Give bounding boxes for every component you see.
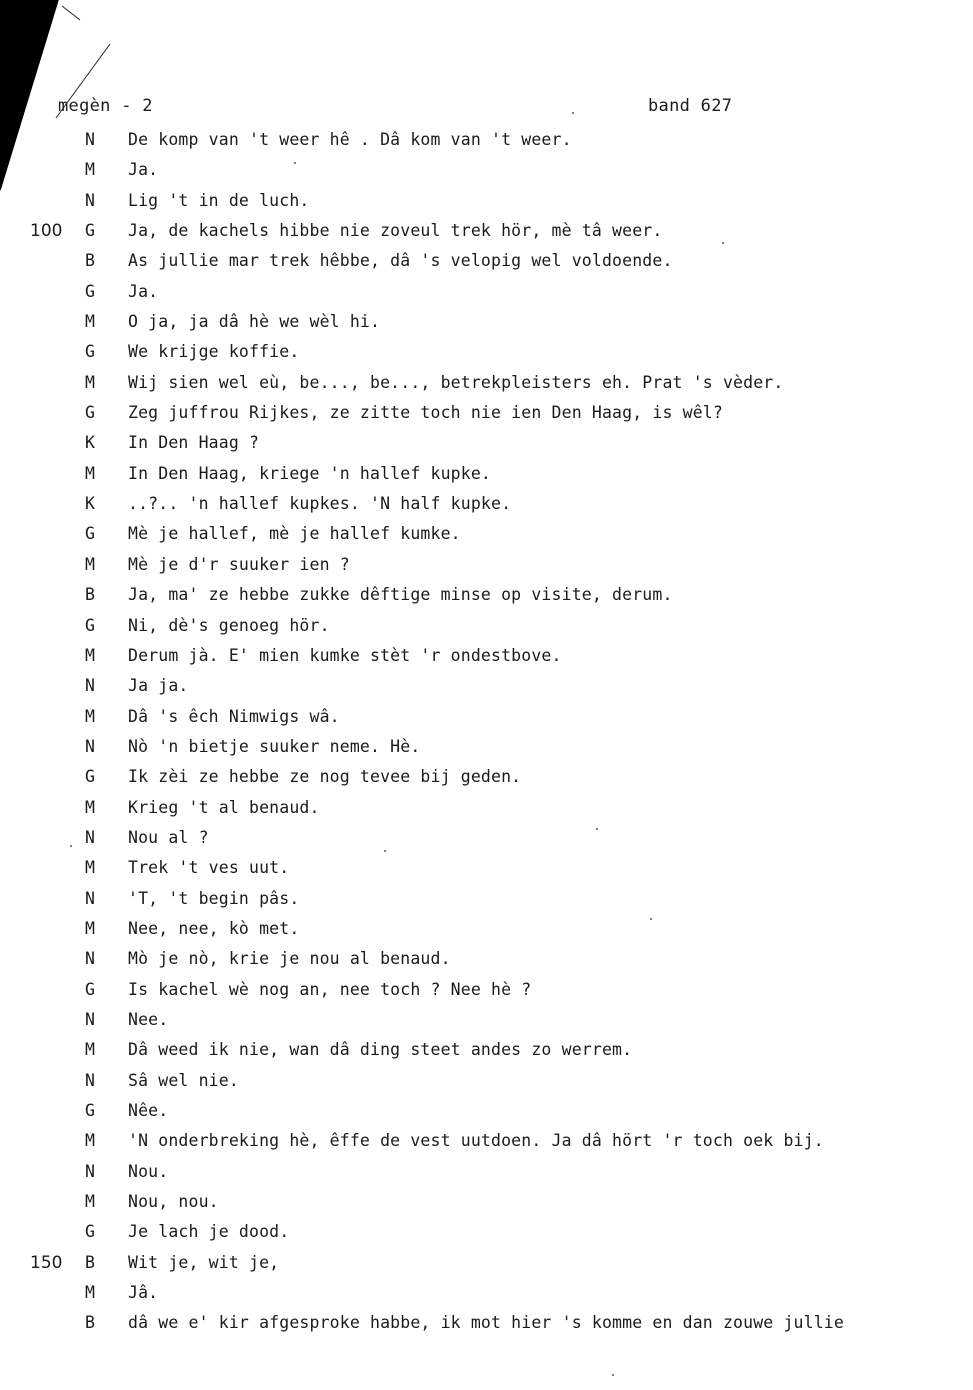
speaker-code: G	[85, 979, 95, 999]
transcript-line	[0, 734, 973, 764]
utterance-text: Ja, de kachels hibbe nie zoveul trek hör, mè tâ weer.	[128, 221, 663, 241]
transcript-line	[0, 521, 973, 551]
scan-speck	[70, 845, 72, 847]
transcript-line	[0, 1159, 973, 1189]
transcript-line	[0, 339, 973, 369]
speaker-code: M	[85, 463, 95, 483]
speaker-code: B	[85, 1313, 95, 1333]
speaker-code: B	[85, 251, 95, 271]
speaker-code: G	[85, 615, 95, 635]
scan-speck	[722, 242, 724, 244]
transcript-line	[0, 1098, 973, 1128]
transcript-line	[0, 977, 973, 1007]
utterance-text: Je lach je dood.	[128, 1222, 290, 1242]
utterance-text: Ik zèi ze hebbe ze nog tevee bij geden.	[128, 767, 522, 787]
transcript-line	[0, 946, 973, 976]
speaker-code: M	[85, 554, 95, 574]
utterance-text: Mò je nò, krie je nou al benaud.	[128, 949, 451, 969]
speaker-code: M	[85, 797, 95, 817]
speaker-code: N	[85, 1070, 95, 1090]
scan-speck	[384, 850, 386, 852]
utterance-text: ..?.. 'n hallef kupkes. 'N half kupke.	[128, 494, 512, 514]
scan-speck	[612, 1374, 614, 1376]
transcript-line	[0, 1219, 973, 1249]
transcript-line	[0, 370, 973, 400]
utterance-text: dâ we e' kir afgesproke habbe, ik mot hier 's komme en dan zouwe jullie	[128, 1313, 844, 1333]
utterance-text: Dâ 's êch Nimwigs wâ.	[128, 706, 340, 726]
utterance-text: Nò 'n bietje suuker neme. Hè.	[128, 736, 421, 756]
speaker-code: G	[85, 1101, 95, 1120]
speaker-code: M	[85, 645, 95, 665]
utterance-text: In Den Haag, kriege 'n hallef kupke.	[128, 463, 492, 483]
transcript-line	[0, 1280, 973, 1310]
transcript-line	[0, 461, 973, 491]
line-number: 150	[30, 1252, 63, 1273]
transcript-line	[0, 309, 973, 339]
utterance-text: Trek 't ves uut.	[128, 858, 290, 878]
page-header-title: megèn - 2	[58, 96, 153, 116]
utterance-text: Nou al ?	[128, 827, 209, 847]
utterance-text: Wit je, wit je,	[128, 1252, 280, 1272]
transcript-line	[0, 157, 973, 187]
speaker-code: K	[85, 433, 95, 453]
speaker-code: N	[85, 949, 95, 969]
speaker-code: M	[85, 372, 95, 392]
utterance-text: Ja.	[128, 160, 159, 180]
scan-speck	[294, 162, 296, 164]
transcript-line	[0, 491, 973, 521]
utterance-text: Jâ.	[128, 1283, 159, 1303]
transcript-line	[0, 825, 973, 855]
line-number: 100	[30, 221, 63, 242]
transcript-line	[0, 400, 973, 430]
utterance-text: We krijge koffie.	[128, 342, 300, 362]
utterance-text: Derum jà. E' mien kumke stèt 'r ondestbove.	[128, 645, 562, 665]
speaker-code: B	[85, 585, 95, 605]
speaker-code: N	[85, 888, 95, 908]
transcript-line	[0, 1128, 973, 1158]
transcript-line	[0, 795, 973, 825]
utterance-text: De komp van 't weer hê . Dâ kom van 't weer.	[128, 130, 572, 149]
utterance-text: Mè je hallef, mè je hallef kumke.	[128, 524, 461, 544]
speaker-code: B	[85, 1252, 95, 1272]
speaker-code: M	[85, 918, 95, 938]
utterance-text: Is kachel wè nog an, nee toch ? Nee hè ?	[128, 979, 532, 999]
speaker-code: M	[85, 1283, 95, 1303]
utterance-text: Wij sien wel eù, be..., be..., betrekpleisters eh. Prat 's vèder.	[128, 372, 784, 392]
transcript-lines	[0, 127, 973, 1341]
scan-speck	[596, 828, 598, 830]
utterance-text: Sâ wel nie.	[128, 1070, 239, 1090]
speaker-code: N	[85, 1009, 95, 1029]
transcript-line	[0, 855, 973, 885]
speaker-code: G	[85, 767, 95, 787]
speaker-code: M	[85, 858, 95, 878]
transcript-line	[0, 218, 973, 248]
utterance-text: Krieg 't al benaud.	[128, 797, 320, 817]
utterance-text: Ja ja.	[128, 676, 189, 696]
utterance-text: Ni, dè's genoeg hör.	[128, 615, 330, 635]
speaker-code: G	[85, 281, 95, 301]
transcript-line	[0, 248, 973, 278]
speaker-code: M	[85, 1131, 95, 1151]
transcript-line	[0, 127, 973, 157]
utterance-text: Mè je d'r suuker ien ?	[128, 554, 350, 574]
utterance-text: In Den Haag ?	[128, 433, 260, 453]
speaker-code: M	[85, 1040, 95, 1060]
speaker-code: G	[85, 403, 95, 423]
utterance-text: Nêe.	[128, 1101, 169, 1120]
utterance-text: Ja.	[128, 281, 159, 301]
speaker-code: G	[85, 524, 95, 544]
utterance-text: Lig 't in de luch.	[128, 190, 310, 210]
transcript-line	[0, 1250, 973, 1280]
speaker-code: M	[85, 1192, 95, 1212]
transcript-line	[0, 430, 973, 460]
transcript-line	[0, 1310, 973, 1340]
transcript-line	[0, 188, 973, 218]
transcript-line	[0, 764, 973, 794]
speaker-code: M	[85, 160, 95, 180]
transcript-line	[0, 279, 973, 309]
page-header-band: band 627	[648, 96, 733, 116]
speaker-code: M	[85, 312, 95, 332]
speaker-code: G	[85, 342, 95, 362]
utterance-text: Nee.	[128, 1009, 169, 1029]
utterance-text: Dâ weed ik nie, wan dâ ding steet andes zo werrem.	[128, 1040, 633, 1060]
utterance-text: Nou.	[128, 1161, 169, 1181]
utterance-text: As jullie mar trek hêbbe, dâ 's velopig wel voldoende.	[128, 251, 673, 271]
speaker-code: G	[85, 1222, 95, 1242]
speaker-code: N	[85, 190, 95, 210]
transcript-line	[0, 613, 973, 643]
transcript-line	[0, 1068, 973, 1098]
speaker-code: N	[85, 676, 95, 696]
transcript-line	[0, 1007, 973, 1037]
speaker-code: K	[85, 494, 95, 514]
utterance-text: Nee, nee, kò met.	[128, 918, 300, 938]
transcript-line	[0, 704, 973, 734]
transcript-line	[0, 552, 973, 582]
transcript-line	[0, 1189, 973, 1219]
utterance-text: Nou, nou.	[128, 1192, 219, 1212]
scan-speck	[650, 918, 652, 920]
utterance-text: 'T, 't begin pâs.	[128, 888, 300, 908]
transcript-line	[0, 916, 973, 946]
transcript-line	[0, 582, 973, 612]
transcript-line	[0, 1037, 973, 1067]
speaker-code: G	[85, 221, 95, 241]
speaker-code: N	[85, 1161, 95, 1181]
speaker-code: M	[85, 706, 95, 726]
speaker-code: N	[85, 130, 95, 149]
transcript-line	[0, 673, 973, 703]
utterance-text: Ja, ma' ze hebbe zukke dêftige minse op visite, derum.	[128, 585, 673, 605]
transcript-line	[0, 643, 973, 673]
scan-speck	[572, 112, 574, 114]
speaker-code: N	[85, 827, 95, 847]
speaker-code: N	[85, 736, 95, 756]
utterance-text: Zeg juffrou Rijkes, ze zitte toch nie ien Den Haag, is wêl?	[128, 403, 723, 423]
utterance-text: O ja, ja dâ hè we wèl hi.	[128, 312, 381, 332]
transcript-line	[0, 886, 973, 916]
utterance-text: 'N onderbreking hè, êffe de vest uutdoen. Ja dâ hört 'r toch oek bij.	[128, 1131, 824, 1151]
